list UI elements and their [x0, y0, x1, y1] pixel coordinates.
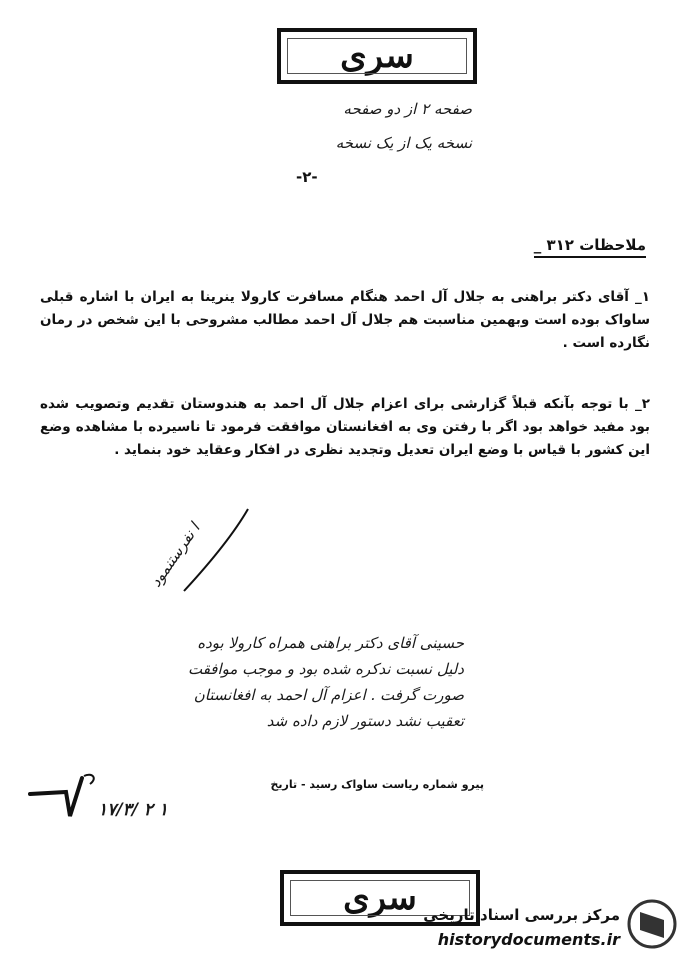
secret-stamp-top — [277, 28, 477, 84]
page-info-line: نسخه یک از یک نسخه — [335, 134, 472, 152]
secret-stamp-label: سری — [343, 878, 417, 918]
marginal-note-text: ا نفرستنمود — [146, 519, 204, 591]
handwritten-line: تعقیب نشد دستور لازم داده شد — [266, 712, 464, 730]
watermark-text-fa: مرکز بررسی اسناد تاریخی — [423, 906, 620, 924]
origin-line: پیرو شماره ریاست ساواک رسید - تاریخ — [270, 778, 484, 791]
remark-paragraph-2: ۲_ با توجه بآنکه قبلاً گزارشی برای اعزام جلال آل احمد به هندوستان تقدیم وتصویب شده بود مفید خواهد بود اگر با رفتن وی به افغانستان موافقت فرمود تا ناسیرده با مشاهده وضع این کشور با قیاس با وضع ایران تعدیل وتجدید نظری در افکار وعقاید خود بنماید . — [40, 396, 650, 458]
handwritten-line: دلیل نسبت ندکره شده بود و موجب موافقت — [187, 660, 464, 678]
handwritten-note — [24, 630, 464, 734]
archive-logo-icon — [626, 898, 678, 950]
signature-mark-icon — [28, 772, 108, 822]
remarks-title: ملاحظات ۳۱۲ _ — [534, 236, 646, 258]
remark-paragraph-1: ۱_ آقای دکتر براهنی به جلال آل احمد هنگام مسافرت کارولا ینرینا به ایران با اشاره قبلی ساواک بوده است وبهمین مناسبت هم جلال آل احمد مطالب مشروحی با این شخص در رمان نگارده است . — [40, 289, 650, 351]
handwritten-line: صورت گرفت . اعزام آل احمد به افغانستان — [193, 686, 464, 704]
page-number: -۲- — [296, 168, 318, 186]
marginal-stroke-icon — [178, 505, 258, 595]
date: ۱۷/۳/ ۲ ۱ — [98, 800, 168, 820]
handwritten-line: حسینی آقای دکتر براهنی همراه کارولا بوده — [197, 634, 464, 652]
page-info — [212, 92, 472, 160]
page-info-line: صفحه ۲ از دو صفحه — [343, 100, 472, 118]
watermark-url: historydocuments.ir — [437, 930, 620, 949]
secret-stamp-label: سری — [340, 36, 414, 76]
